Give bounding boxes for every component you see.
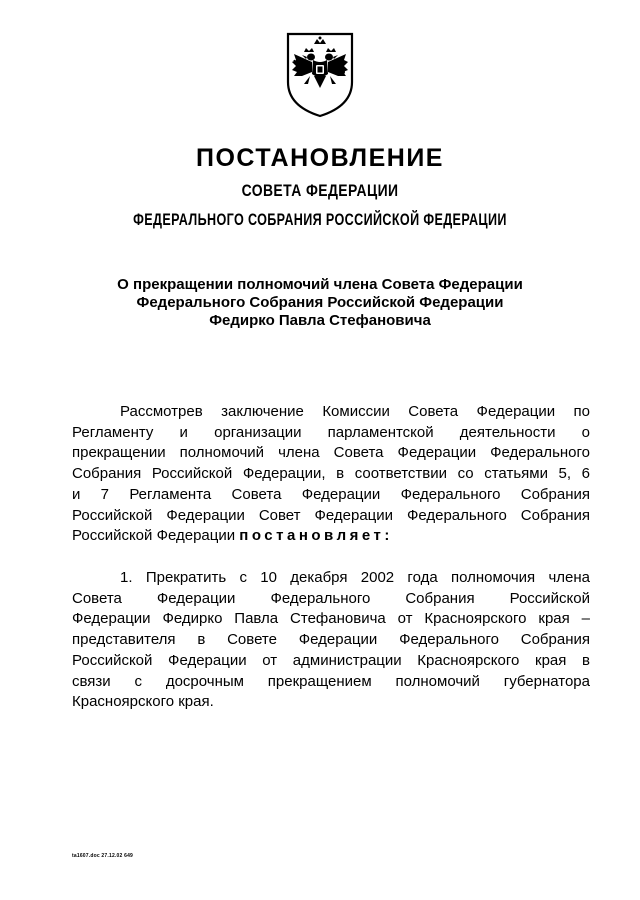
paragraph-line — [72, 526, 590, 547]
preamble-paragraph — [72, 402, 590, 547]
paragraph-line: Федерации Федирко Павла Стефановича от Красноярского края – — [72, 610, 590, 628]
paragraph-line: представителя в Совете Федерации Федерального Собрания — [72, 631, 590, 649]
resolution-keyword: постановляет: — [239, 527, 393, 545]
heading-line: Федерального Собрания Российской Федерации — [136, 294, 504, 311]
heading-line: О прекращении полномочий члена Совета Федерации — [117, 276, 523, 293]
paragraph-line: Рассмотрев заключение Комиссии Совета Федерации по — [120, 403, 590, 420]
document-title: ПОСТАНОВЛЕНИЕ — [196, 144, 444, 172]
paragraph-line: Совета Федерации Федерального Собрания Российской — [72, 589, 590, 607]
heading-line: Федирко Павла Стефановича — [209, 312, 431, 329]
paragraph-line: связи с досрочным прекращением полномочий губернатора — [72, 672, 590, 690]
paragraph-line: и 7 Регламента Совета Федерации Федерального Собрания — [72, 485, 590, 503]
paragraph-line: прекращении полномочий члена Совета Федерации Федерального — [72, 444, 590, 462]
paragraph-line: Красноярского края. — [72, 693, 214, 711]
paragraph-line-prefix: Российской Федерации — [72, 527, 240, 545]
paragraph-line: Российской Федерации от администрации Красноярского края в — [72, 651, 590, 669]
paragraph-line: Российской Федерации Совет Федерации Федерального Собрания — [72, 506, 590, 524]
document-subtitle-line2: ФЕДЕРАЛЬНОГО СОБРАНИЯ РОССИЙСКОЙ ФЕДЕРАЦИИ — [133, 210, 507, 229]
document-subtitle-line1: СОВЕТА ФЕДЕРАЦИИ — [241, 181, 399, 200]
paragraph-line: Собрания Российской Федерации, в соответствии со статьями 5, 6 — [72, 465, 590, 483]
paragraph-line: 1. Прекратить с 10 декабря 2002 года полномочия члена — [120, 569, 590, 586]
resolution-item-1 — [72, 568, 590, 713]
document-heading — [0, 276, 640, 330]
coat-of-arms-icon — [284, 30, 356, 120]
document-footer-code: ta1607.doc 27.12.02 649 — [72, 853, 134, 859]
paragraph-line: Регламенту и организации парламентской деятельности о — [72, 423, 590, 441]
